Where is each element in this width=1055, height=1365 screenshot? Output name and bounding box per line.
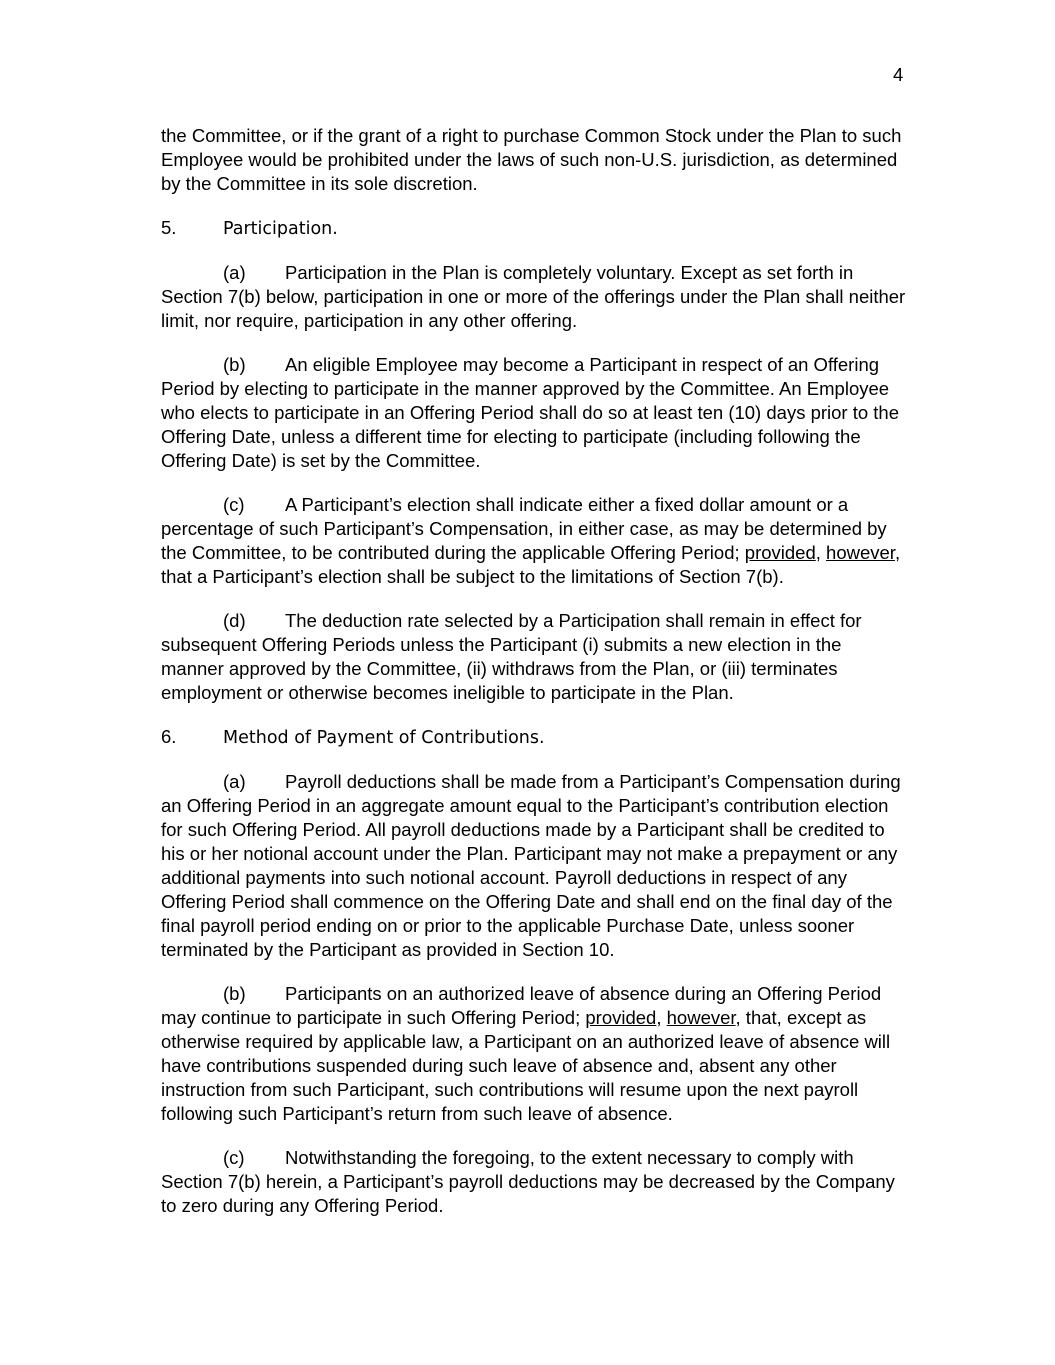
section-title: Method of Payment of Contributions. xyxy=(223,728,545,748)
section-5-heading xyxy=(161,216,906,241)
section-5a-paragraph xyxy=(161,261,906,333)
section-6-heading xyxy=(161,725,906,750)
section-6a-paragraph xyxy=(161,770,906,962)
however-term: however xyxy=(666,1007,736,1028)
subsection-label: (d) xyxy=(223,610,246,631)
however-term: however xyxy=(826,542,895,563)
page-number: 4 xyxy=(893,64,904,85)
subsection-text: Payroll deductions shall be made from a Participant’s Compensation during an Offering Period in an aggregate amount equal to the Participant’s contribution election for such Offering Period. All payroll deductions made by a Participant shall be credited to his or her notional account under the Plan. Participant may not make a prepayment or any additional payments into such notional account. Payroll deductions in respect of any Offering Period shall commence on the Offering Date and shall end on the final day of the final payroll period ending on or prior to the applicable Purchase Date, unless sooner terminated by the Participant as provided in Section 10. xyxy=(161,771,901,960)
subsection-text: Notwithstanding the foregoing, to the extent necessary to comply with Section 7(b) herein, a Participant’s payroll deductions may be decreased by the Company to zero during any Offering Period. xyxy=(161,1147,895,1216)
subsection-text-continued: , that, except as otherwise required by applicable law, a Participant on an authorized leave of absence will have contributions suspended during such leave of absence and, absent any other instruction from such Participant, such contributions will resume upon the next payroll following such Participant’s return from such leave of absence. xyxy=(161,1007,891,1124)
subsection-text: A Participant’s election shall indicate either a fixed dollar amount or a percentage of such Participant’s Compensation, in either case, as may be determined by the Committee, to be contributed during the applicable Offering Period; xyxy=(161,494,887,563)
document-body xyxy=(161,124,906,1238)
subsection-label: (b) xyxy=(223,354,246,375)
section-6c-paragraph xyxy=(161,1146,906,1218)
section-number: 5. xyxy=(161,217,177,238)
separator: , xyxy=(656,1007,667,1028)
provided-term: provided xyxy=(585,1007,657,1028)
subsection-text: Participation in the Plan is completely voluntary. Except as set forth in Section 7(b) below, participation in one or more of the offerings under the Plan shall neither limit, nor require, participation in any other offering. xyxy=(161,262,906,331)
subsection-label: (b) xyxy=(223,983,246,1004)
subsection-text: Participants on an authorized leave of absence during an Offering Period may continue to participate in such Offering Period; xyxy=(161,983,882,1028)
separator: , xyxy=(815,542,827,563)
subsection-label: (a) xyxy=(223,262,246,283)
subsection-label: (a) xyxy=(223,771,246,792)
provided-term: provided xyxy=(744,542,816,563)
section-title: Participation. xyxy=(223,219,338,239)
section-5c-paragraph xyxy=(161,493,906,589)
section-5b-paragraph xyxy=(161,353,906,473)
intro-paragraph: the Committee, or if the grant of a right to purchase Common Stock under the Plan to such Employee would be prohibited under the laws of such non-U.S. jurisdiction, as determined by the Committee in its sole discretion. xyxy=(161,125,902,194)
section-6b-paragraph xyxy=(161,982,906,1126)
subsection-label: (c) xyxy=(223,494,245,515)
subsection-text: An eligible Employee may become a Participant in respect of an Offering Period by electing to participate in the manner approved by the Committee. An Employee who elects to participate in an Offering Period shall do so at least ten (10) days prior to the Offering Date, unless a different time for electing to participate (including following the Offering Date) is set by the Committee. xyxy=(161,354,900,471)
section-number: 6. xyxy=(161,726,177,747)
subsection-text-continued: , that a Participant’s election shall be subject to the limitations of Section 7(b). xyxy=(161,542,901,587)
subsection-label: (c) xyxy=(223,1147,245,1168)
subsection-text: The deduction rate selected by a Participation shall remain in effect for subsequent Offering Periods unless the Participant (i) submits a new election in the manner approved by the Committee, (ii) withdraws from the Plan, or (iii) terminates employment or otherwise becomes ineligible to participate in the Plan. xyxy=(161,610,862,703)
section-5d-paragraph xyxy=(161,609,906,705)
